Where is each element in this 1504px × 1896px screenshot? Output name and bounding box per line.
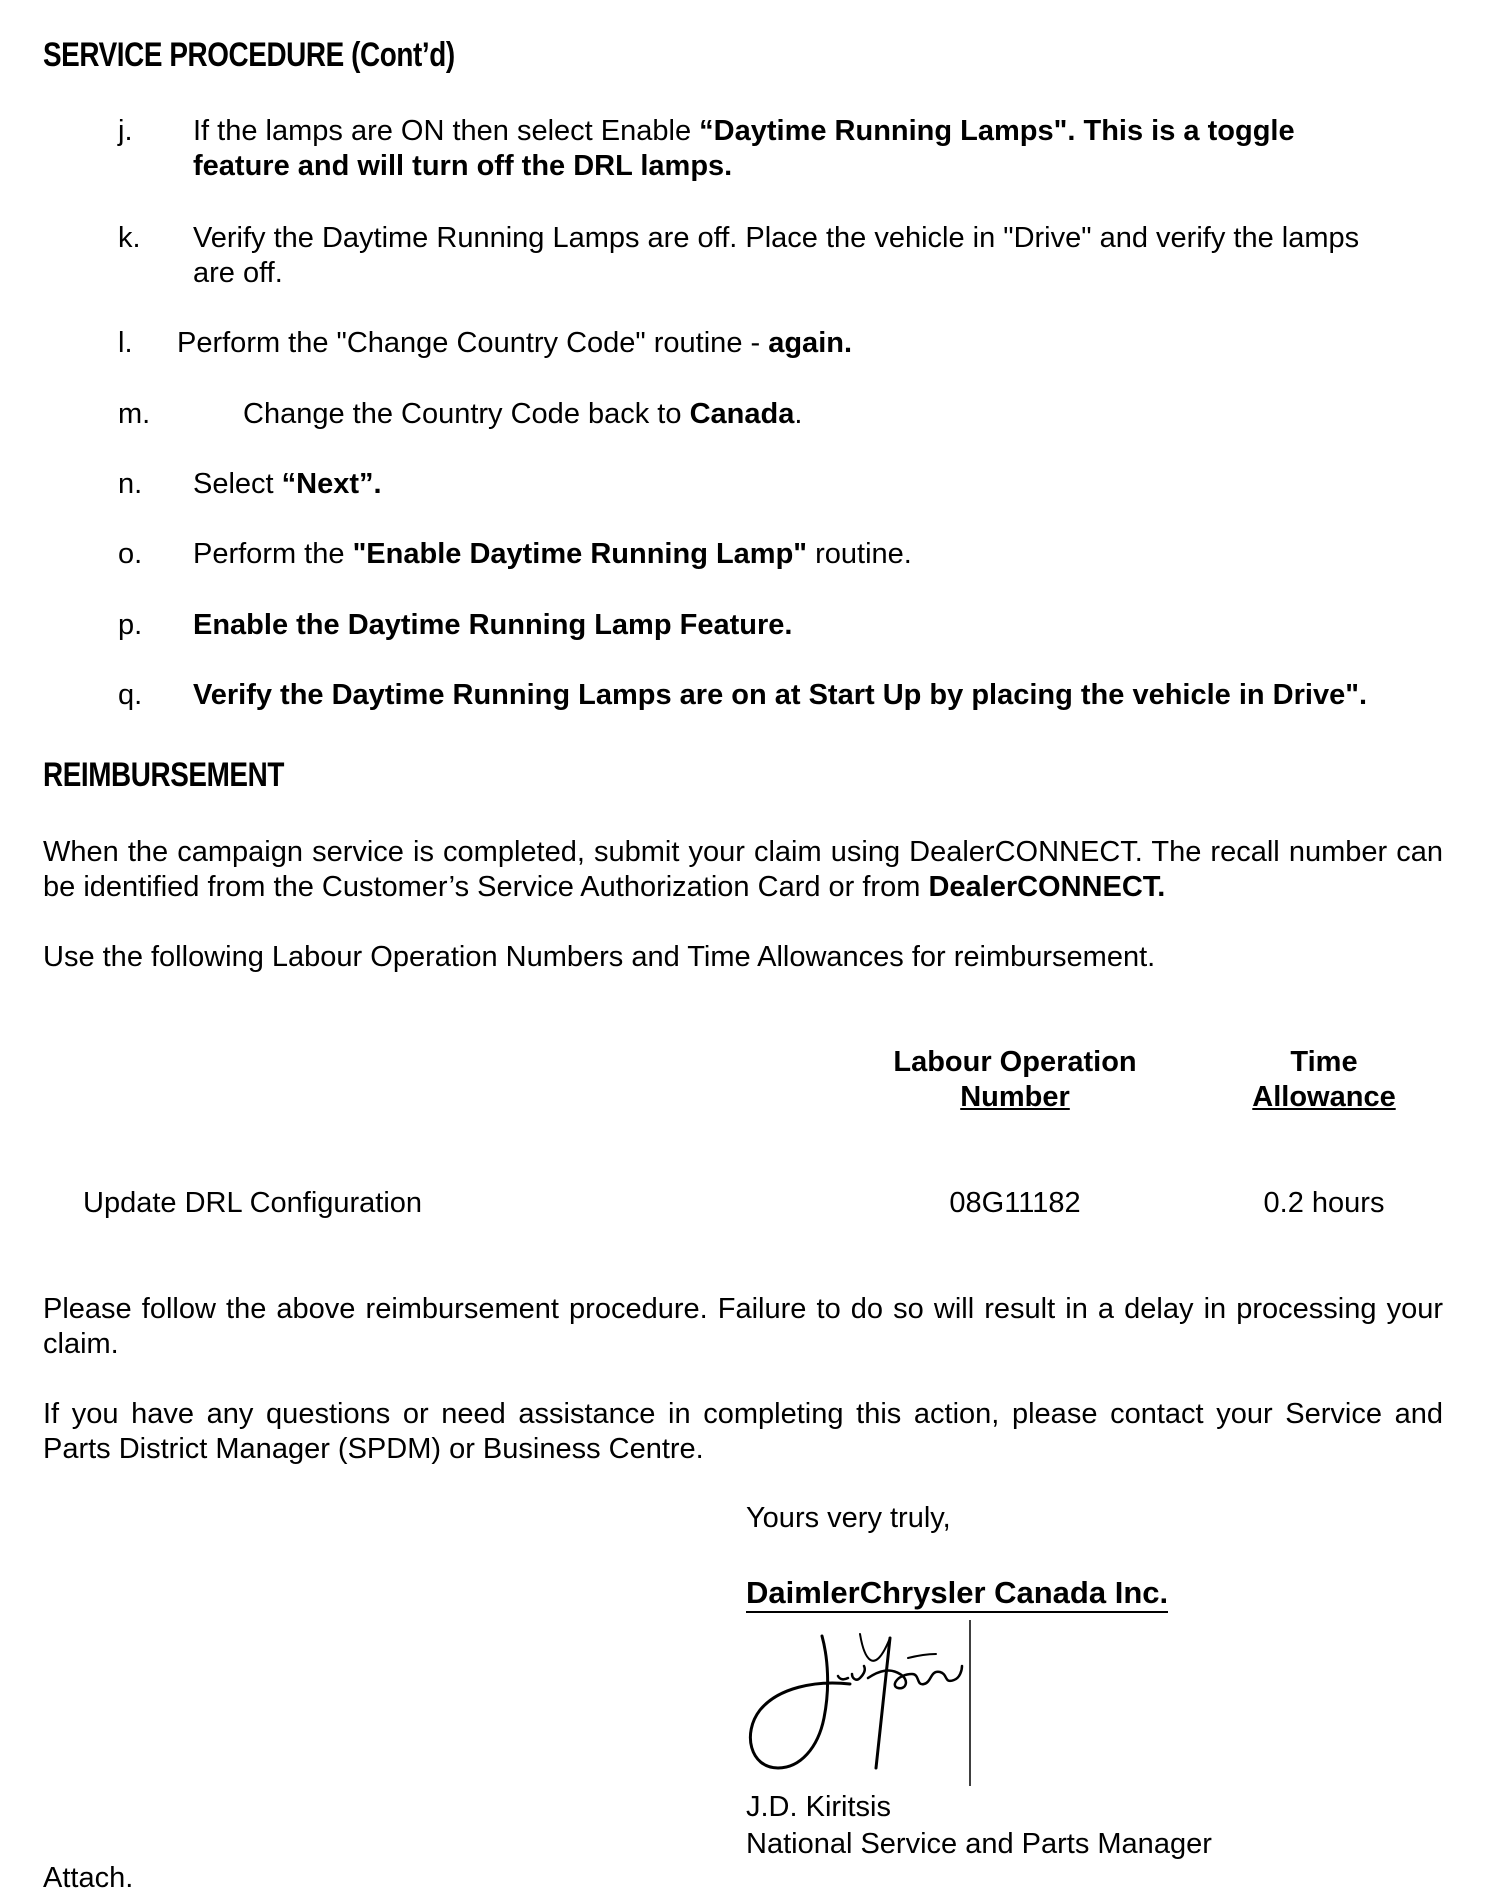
signatory-title: National Service and Parts Manager — [746, 1828, 1212, 1860]
table-cell-description: Update DRL Configuration — [83, 1187, 423, 1219]
table-cell-operation-number: 08G11182 — [949, 1187, 1081, 1219]
step-n-text: Select “Next”. — [193, 468, 382, 500]
attachment-note: Attach. — [43, 1862, 134, 1894]
step-letter-m: m. — [118, 398, 151, 430]
step-letter-k: k. — [118, 222, 141, 254]
step-j-text-line2: feature and will turn off the DRL lamps. — [193, 150, 733, 182]
table-header-number: Number — [960, 1081, 1070, 1113]
step-o-text: Perform the "Enable Daytime Running Lamp" routine. — [193, 538, 912, 570]
paragraph-claim-submission: When the campaign service is completed, submit your claim using DealerCONNECT. The recall number can be identified from the Customer’s Service Authorization Card or from DealerCONNECT. — [43, 836, 1443, 903]
signatory-name: J.D. Kiritsis — [746, 1791, 891, 1823]
table-header-labour-operation: Labour Operation — [893, 1046, 1137, 1078]
step-p-text: Enable the Daytime Running Lamp Feature. — [193, 609, 793, 641]
table-header-allowance: Allowance — [1252, 1081, 1396, 1113]
step-k-text-line1: Verify the Daytime Running Lamps are off. Place the vehicle in "Drive" and verify the lamps — [193, 222, 1360, 254]
table-header-time: Time — [1290, 1046, 1358, 1078]
paragraph-follow-procedure: Please follow the above reimbursement procedure. Failure to do so will result in a delay in processing your claim. — [43, 1293, 1443, 1360]
step-letter-n: n. — [118, 468, 143, 500]
closing-salutation: Yours very truly, — [746, 1502, 951, 1534]
step-letter-p: p. — [118, 609, 143, 641]
step-q-text: Verify the Daytime Running Lamps are on at Start Up by placing the vehicle in Drive". — [193, 679, 1368, 711]
paragraph-labour-operation-intro: Use the following Labour Operation Numbers and Time Allowances for reimbursement. — [43, 941, 1156, 973]
step-letter-j: j. — [118, 115, 133, 147]
handwritten-signature — [740, 1618, 975, 1788]
company-name: DaimlerChrysler Canada Inc. — [746, 1575, 1168, 1613]
table-cell-time-allowance: 0.2 hours — [1263, 1187, 1385, 1219]
section-heading-service-procedure: SERVICE PROCEDURE (Cont’d) — [43, 36, 455, 74]
step-l-text: Perform the "Change Country Code" routine - again. — [177, 327, 853, 359]
step-k-text-line2: are off. — [193, 257, 283, 289]
step-letter-l: l. — [118, 327, 133, 359]
step-j-text-line1: If the lamps are ON then select Enable “Daytime Running Lamps". This is a toggle — [193, 115, 1295, 147]
step-m-text: Change the Country Code back to Canada. — [243, 398, 803, 430]
step-letter-q: q. — [118, 679, 143, 711]
paragraph-questions-contact: If you have any questions or need assistance in completing this action, please contact your Service and Parts District Manager (SPDM) or Business Centre. — [43, 1398, 1443, 1465]
section-heading-reimbursement: REIMBURSEMENT — [43, 756, 284, 794]
step-letter-o: o. — [118, 538, 143, 570]
